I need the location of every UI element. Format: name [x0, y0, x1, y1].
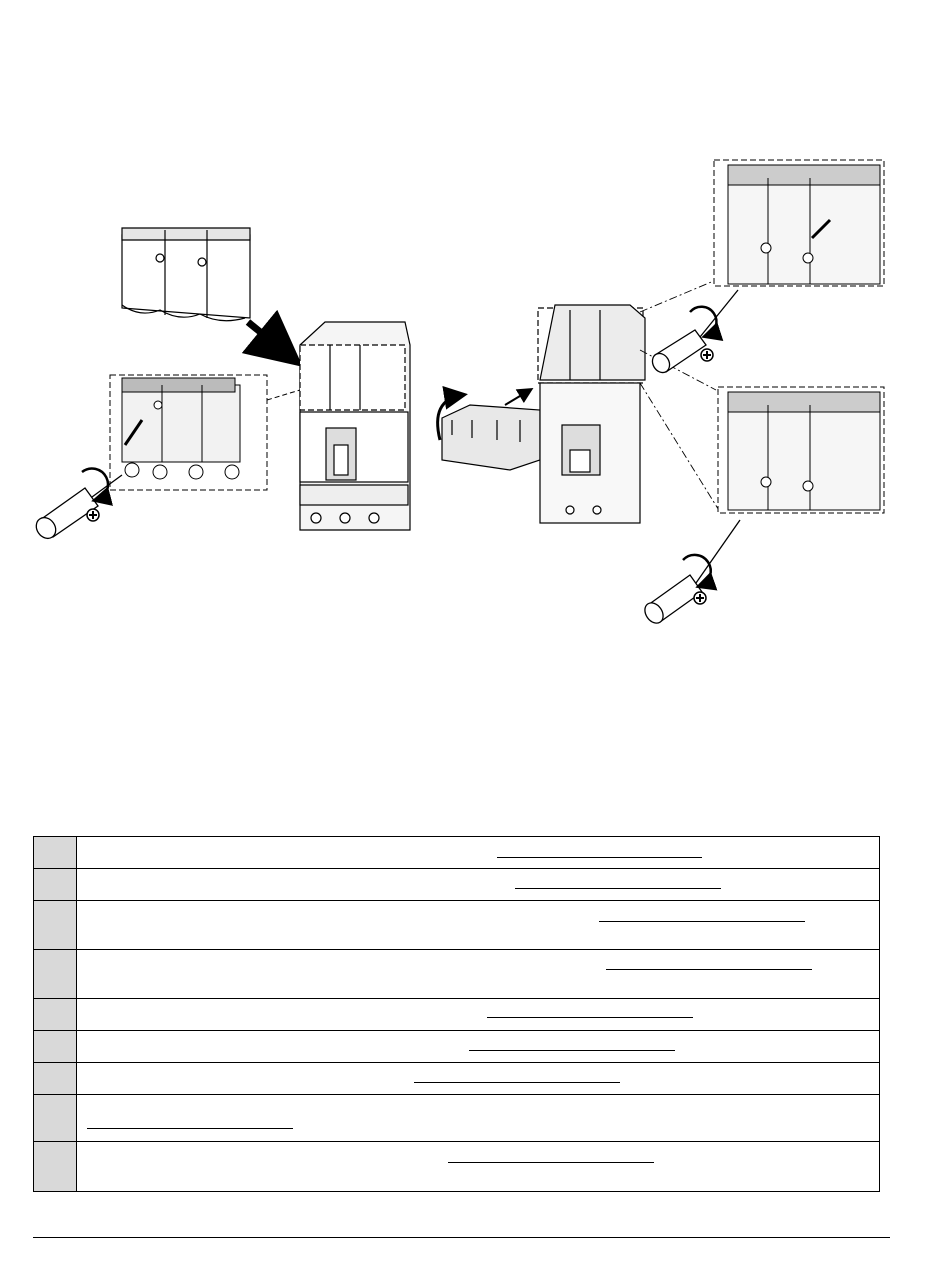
- installation-illustration: [0, 0, 950, 640]
- terminal-shield: [442, 405, 540, 470]
- terminal-cover-loose: [122, 228, 250, 321]
- phillips-head-icon: [694, 592, 706, 604]
- phillips-head-icon: [87, 509, 99, 521]
- instruction-text-cell: [77, 999, 880, 1031]
- table-row: [34, 901, 880, 950]
- instruction-text-cell: [77, 1063, 880, 1095]
- table-row: [34, 837, 880, 869]
- table-row: [34, 869, 880, 901]
- language-flag-cell: [34, 1142, 77, 1192]
- language-flag-cell: [34, 1095, 77, 1142]
- instruction-text-cell: [77, 901, 880, 950]
- circuit-breaker-right: [538, 305, 645, 523]
- table-row: [34, 999, 880, 1031]
- language-flag-cell: [34, 999, 77, 1031]
- instruction-text-cell: [77, 869, 880, 901]
- push-arrow-icon: [248, 322, 292, 358]
- table-row: [34, 1142, 880, 1192]
- detail-box-left: [110, 375, 267, 490]
- language-flag-cell: [34, 1063, 77, 1095]
- instruction-text-cell: [77, 837, 880, 869]
- table-row: [34, 950, 880, 999]
- language-flag-cell: [34, 950, 77, 999]
- language-flag-cell: [34, 901, 77, 950]
- detail-box-right-top: [714, 160, 884, 286]
- language-flag-cell: [34, 1031, 77, 1063]
- table-row: [34, 1031, 880, 1063]
- instruction-text-cell: [77, 1095, 880, 1142]
- instruction-text-cell: [77, 1142, 880, 1192]
- instruction-text-cell: [77, 950, 880, 999]
- circuit-breaker-left: [300, 322, 410, 530]
- instruction-table: [33, 836, 880, 1192]
- detail-box-right-bottom: [718, 387, 884, 513]
- language-flag-cell: [34, 869, 77, 901]
- screwdriver-icon: [641, 520, 740, 627]
- table-row: [34, 1063, 880, 1095]
- table-row: [34, 1095, 880, 1142]
- screwdriver-icon: [649, 290, 738, 376]
- phillips-head-icon: [701, 349, 713, 361]
- instruction-text-cell: [77, 1031, 880, 1063]
- footer-rule: [33, 1237, 890, 1238]
- language-flag-cell: [34, 837, 77, 869]
